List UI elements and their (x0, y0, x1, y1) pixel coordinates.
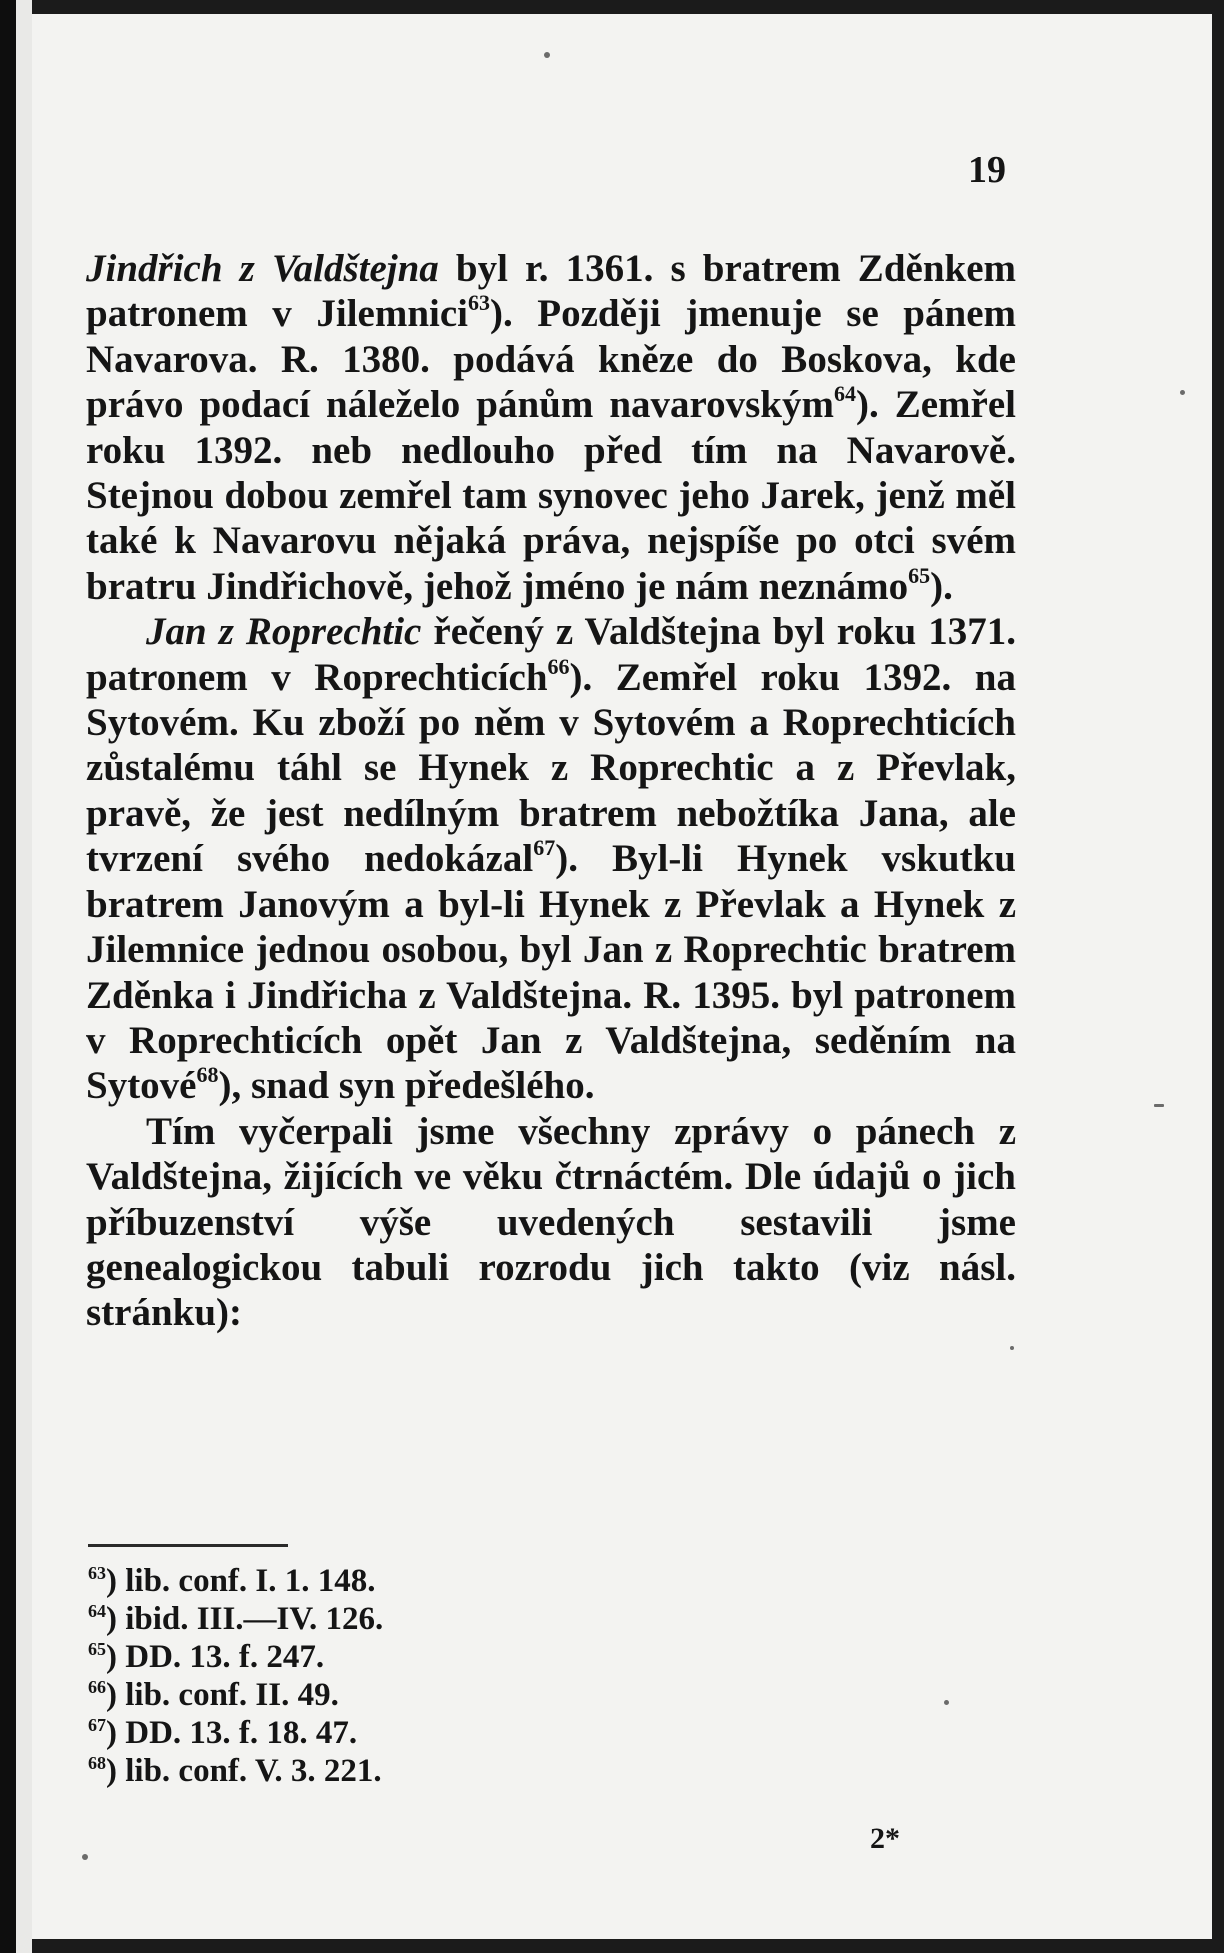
footnote-mark: 65 (88, 1639, 106, 1659)
footnote (88, 1562, 383, 1600)
footnote (88, 1676, 383, 1714)
footnote-ref: 67 (533, 835, 556, 861)
footnote-text: ) lib. conf. II. 49. (106, 1677, 339, 1713)
footnote (88, 1600, 383, 1638)
text-run: ). Později jmenuje se pánem Navarova. R. 1380. podává kněze do Boskova, kde právo podací náleželo pánům navarovským (86, 292, 1016, 427)
printer-signature-mark: 2* (870, 1822, 900, 1855)
footnote (88, 1752, 383, 1790)
text-run: byl r. 1361. s bratrem Zděnkem patronem v Jilemnici (86, 247, 1016, 336)
book-page (32, 14, 1212, 1939)
footnote (88, 1638, 383, 1676)
footnote-mark: 66 (88, 1677, 106, 1697)
footnote (88, 1714, 383, 1752)
person-name: Jan z Roprechtic (146, 610, 422, 654)
text-run: ), snad syn předešlého. (218, 1064, 595, 1108)
person-name: Jindřich z Valdštejna (86, 247, 439, 290)
text-run: Tím vyčerpali jsme všechny zprávy o pánech z Valdštejna, žijících ve věku čtrnáctém. Dle údajů o jich příbuzenství výše uvedených sestavili jsme genealogickou tabuli rozrodu jich takto (viz násl. stránku): (86, 1109, 1016, 1335)
paper-speck (82, 1854, 88, 1860)
footnotes (88, 1562, 383, 1790)
body-text (86, 246, 1016, 1336)
footnote-mark: 63 (88, 1563, 106, 1583)
footnote-mark: 64 (88, 1601, 106, 1621)
scan-left-edge (0, 0, 16, 1953)
text-run: ). Zemřel roku 1392. neb nedlouho před tím na Navarově. Stejnou dobou zemřel tam synovec jeho Jarek, jenž měl také k Navarovu nějaká práva, nejspíše po otci svém bratru Jindřichově, jehož jméno je nám neznámo (86, 383, 1016, 608)
footnote-ref: 63 (468, 290, 490, 316)
footnote-mark: 67 (88, 1715, 106, 1735)
paper-speck (1010, 1346, 1014, 1350)
footnote-mark: 68 (88, 1753, 106, 1773)
footnote-ref: 65 (908, 562, 931, 588)
footnote-text: ) lib. conf. V. 3. 221. (106, 1753, 382, 1789)
paper-speck (1154, 1104, 1164, 1107)
paragraph-summary (86, 1109, 1016, 1336)
paragraph-jan (86, 609, 1016, 1108)
text-run: ). (930, 564, 953, 608)
paper-speck (944, 1700, 949, 1705)
paper-speck (1180, 390, 1185, 395)
text-run: ). Zemřel roku 1392. na Sytovém. Ku zboží po něm v Sytovém a Roprechticích zůstalému táhl se Hynek z Roprechtic a z Převlak, pravě, že jest nedílným bratrem nebožtíka Jana, ale tvrzení svého nedokázal (86, 655, 1016, 881)
footnote-text: ) lib. conf. I. 1. 148. (106, 1563, 376, 1599)
footnote-ref: 64 (834, 381, 856, 407)
text-run: řečený z Valdštejna byl roku 1371. patronem v Roprechticích (86, 610, 1016, 699)
previous-page-edge (16, 0, 32, 1953)
footnote-ref: 66 (547, 653, 570, 679)
footnote-text: ) DD. 13. f. 18. 47. (106, 1715, 358, 1751)
footnote-text: ) ibid. III.—IV. 126. (106, 1601, 384, 1637)
footnote-rule (88, 1544, 288, 1547)
page-number: 19 (968, 149, 1006, 191)
text-run: ). Byl-li Hynek vskutku bratrem Janovým a byl-li Hynek z Převlak a Hynek z Jilemnice jednou osobou, byl Jan z Roprechtic bratrem Zděnka i Jindřicha z Valdštejna. R. 1395. byl patronem v Roprechticích opět Jan z Valdštejna, seděním na Sytové (86, 837, 1016, 1108)
paragraph-jindrich (86, 246, 1016, 609)
footnote-ref: 68 (196, 1062, 219, 1088)
footnote-text: ) DD. 13. f. 247. (106, 1639, 325, 1675)
paper-speck (544, 52, 550, 58)
